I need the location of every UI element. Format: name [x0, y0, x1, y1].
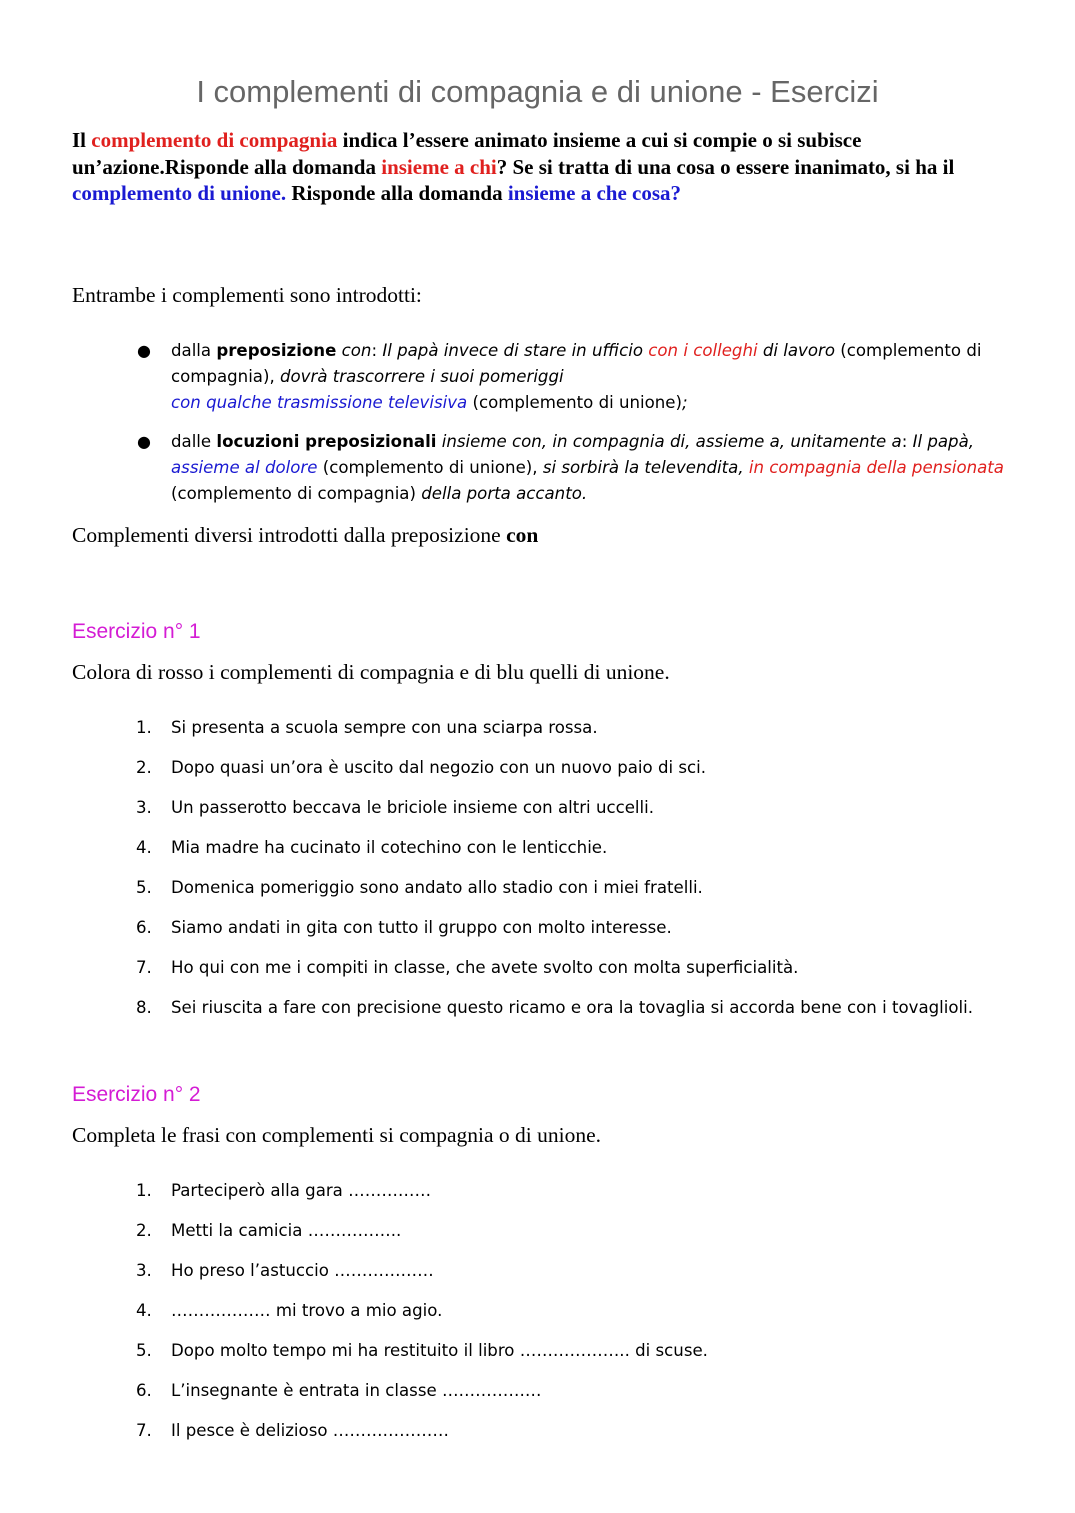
- intro-text-4: Risponde alla domanda: [286, 181, 508, 205]
- term-compagnia: complemento di compagnia: [91, 128, 338, 152]
- item-text: ……………… mi trovo a mio agio.: [171, 1301, 443, 1320]
- list-item: [0, 715, 1075, 755]
- bullet1-example-c: dovrà trascorrere i suoi pomeriggi: [280, 367, 564, 386]
- item-number: 2.: [136, 1221, 152, 1240]
- bullet1-note-unione: (complemento di unione): [467, 393, 682, 412]
- item-text: Il pesce è delizioso …………………: [171, 1421, 449, 1440]
- item-text: Ho preso l’astuccio ………………: [171, 1261, 434, 1280]
- list-item: [0, 1338, 1075, 1378]
- list-item: [0, 755, 1075, 795]
- bullet1-example-a: Il papà invece di stare in ufficio: [382, 341, 649, 360]
- list-item: [0, 1258, 1075, 1298]
- list-item: [0, 1298, 1075, 1338]
- item-text: Dopo quasi un’ora è uscito dal negozio con un nuovo paio di sci.: [171, 758, 707, 777]
- diversi-con: con: [506, 523, 539, 547]
- bullet2-example-c: della porta accanto.: [421, 484, 588, 503]
- bullet1-preposizione: preposizione: [216, 341, 337, 360]
- bullet-dot: ●: [137, 432, 151, 451]
- list-item: [0, 955, 1075, 995]
- list-item: [0, 795, 1075, 835]
- item-text: Domenica pomeriggio sono andato allo stadio con i miei fratelli.: [171, 878, 703, 897]
- item-text: Si presenta a scuola sempre con una sciarpa rossa.: [171, 718, 598, 737]
- bullet2-note-compagnia: (complemento di compagnia): [171, 484, 422, 503]
- bullet2-locuzioni: locuzioni preposizionali: [216, 432, 437, 451]
- exercise-1-instruction: Colora di rosso i complementi di compagnia e di blu quelli di unione.: [72, 660, 670, 684]
- bullet1-semicolon: ;: [681, 393, 688, 412]
- bullet2-example-unione: assieme al dolore: [171, 458, 318, 477]
- list-item: [0, 1178, 1075, 1218]
- item-number: 4.: [136, 1301, 152, 1320]
- item-text: Un passerotto beccava le briciole insieme con altri uccelli.: [171, 798, 655, 817]
- bullet1-example-b: di lavoro: [757, 341, 835, 360]
- item-number: 6.: [136, 918, 152, 937]
- page-title: I complementi di compagnia e di unione - Esercizi: [196, 74, 879, 109]
- exercise-2-heading: Esercizio n° 2: [72, 1083, 201, 1106]
- bullet2-example-compagnia: in compagnia della pensionata: [748, 458, 1004, 477]
- term-unione: complemento di unione.: [72, 181, 287, 205]
- item-text: Sei riuscita a fare con precisione questo ricamo e ora la tovaglia si accorda bene con i tovaglioli.: [171, 998, 974, 1017]
- bullet-item-locuzioni: [0, 429, 1075, 507]
- item-number: 3.: [136, 798, 152, 817]
- diversi-text: Complementi diversi introdotti dalla preposizione: [72, 523, 507, 547]
- both-intro: Entrambe i complementi sono introdotti:: [72, 283, 422, 307]
- bullet2-colon: :: [901, 432, 913, 451]
- list-item: [0, 875, 1075, 915]
- bullet1-con: con: [341, 341, 372, 360]
- list-item: [0, 1418, 1075, 1458]
- item-number: 3.: [136, 1261, 152, 1280]
- list-item: [0, 995, 1075, 1035]
- item-text: L’insegnante è entrata in classe ………………: [171, 1381, 542, 1400]
- diversi-line: [72, 521, 538, 549]
- question-cosa: insieme a che cosa?: [507, 181, 682, 205]
- item-number: 4.: [136, 838, 152, 857]
- bullet-list: [0, 338, 1075, 507]
- bullet-item-preposizione: [0, 338, 1075, 416]
- item-number: 7.: [136, 1421, 152, 1440]
- item-number: 5.: [136, 878, 152, 897]
- bullet1-example-compagnia: con i colleghi: [648, 341, 758, 360]
- item-text: Parteciperò alla gara ……………: [171, 1181, 432, 1200]
- bullet1-colon: :: [371, 341, 383, 360]
- intro-text-3: ? Se si tratta di una cosa o essere inanimato, si ha il: [496, 154, 955, 179]
- list-item: [0, 1218, 1075, 1258]
- item-number: 6.: [136, 1381, 152, 1400]
- intro-definition: [72, 127, 1012, 207]
- intro-text-2: indica l’essere animato insieme a cui si compie o si subisce un’azione.Risponde alla domanda: [72, 128, 862, 179]
- item-text: Dopo molto tempo mi ha restituito il libro ……………….. di scuse.: [171, 1341, 708, 1360]
- bullet-dot: ●: [137, 341, 151, 360]
- item-text: Siamo andati in gita con tutto il gruppo con molto interesse.: [171, 918, 672, 937]
- exercise-1-list: [0, 715, 1075, 1035]
- bullet2-example-a: Il papà,: [912, 432, 975, 451]
- item-text: Metti la camicia ……………..: [171, 1221, 402, 1240]
- exercise-2-list: [0, 1178, 1075, 1458]
- question-chi: insieme a chi: [381, 154, 497, 179]
- item-number: 8.: [136, 998, 152, 1017]
- item-number: 7.: [136, 958, 152, 977]
- list-item: [0, 835, 1075, 875]
- item-number: 5.: [136, 1341, 152, 1360]
- bullet1-note-compagnia: (complemento di compagnia),: [171, 341, 982, 386]
- item-text: Mia madre ha cucinato il cotechino con le lenticchie.: [171, 838, 608, 857]
- exercise-1-heading: Esercizio n° 1: [72, 620, 201, 643]
- exercise-2-instruction: Completa le frasi con complementi si compagnia o di unione.: [72, 1123, 602, 1147]
- bullet2-text-a: dalle: [171, 432, 217, 451]
- bullet2-example-b: si sorbirà la televendita,: [542, 458, 749, 477]
- bullet2-note-unione: (complemento di unione),: [317, 458, 543, 477]
- list-item: [0, 1378, 1075, 1418]
- list-item: [0, 915, 1075, 955]
- item-number: 1.: [136, 1181, 152, 1200]
- bullet2-locuzioni-list: insieme con, in compagnia di, assieme a, unitamente a: [441, 432, 902, 451]
- item-number: 2.: [136, 758, 152, 777]
- bullet1-text-a: dalla: [171, 341, 217, 360]
- intro-text-1: Il: [72, 128, 92, 152]
- item-number: 1.: [136, 718, 152, 737]
- item-text: Ho qui con me i compiti in classe, che avete svolto con molta superficialità.: [171, 958, 799, 977]
- bullet1-example-unione: con qualche trasmissione televisiva: [171, 393, 468, 412]
